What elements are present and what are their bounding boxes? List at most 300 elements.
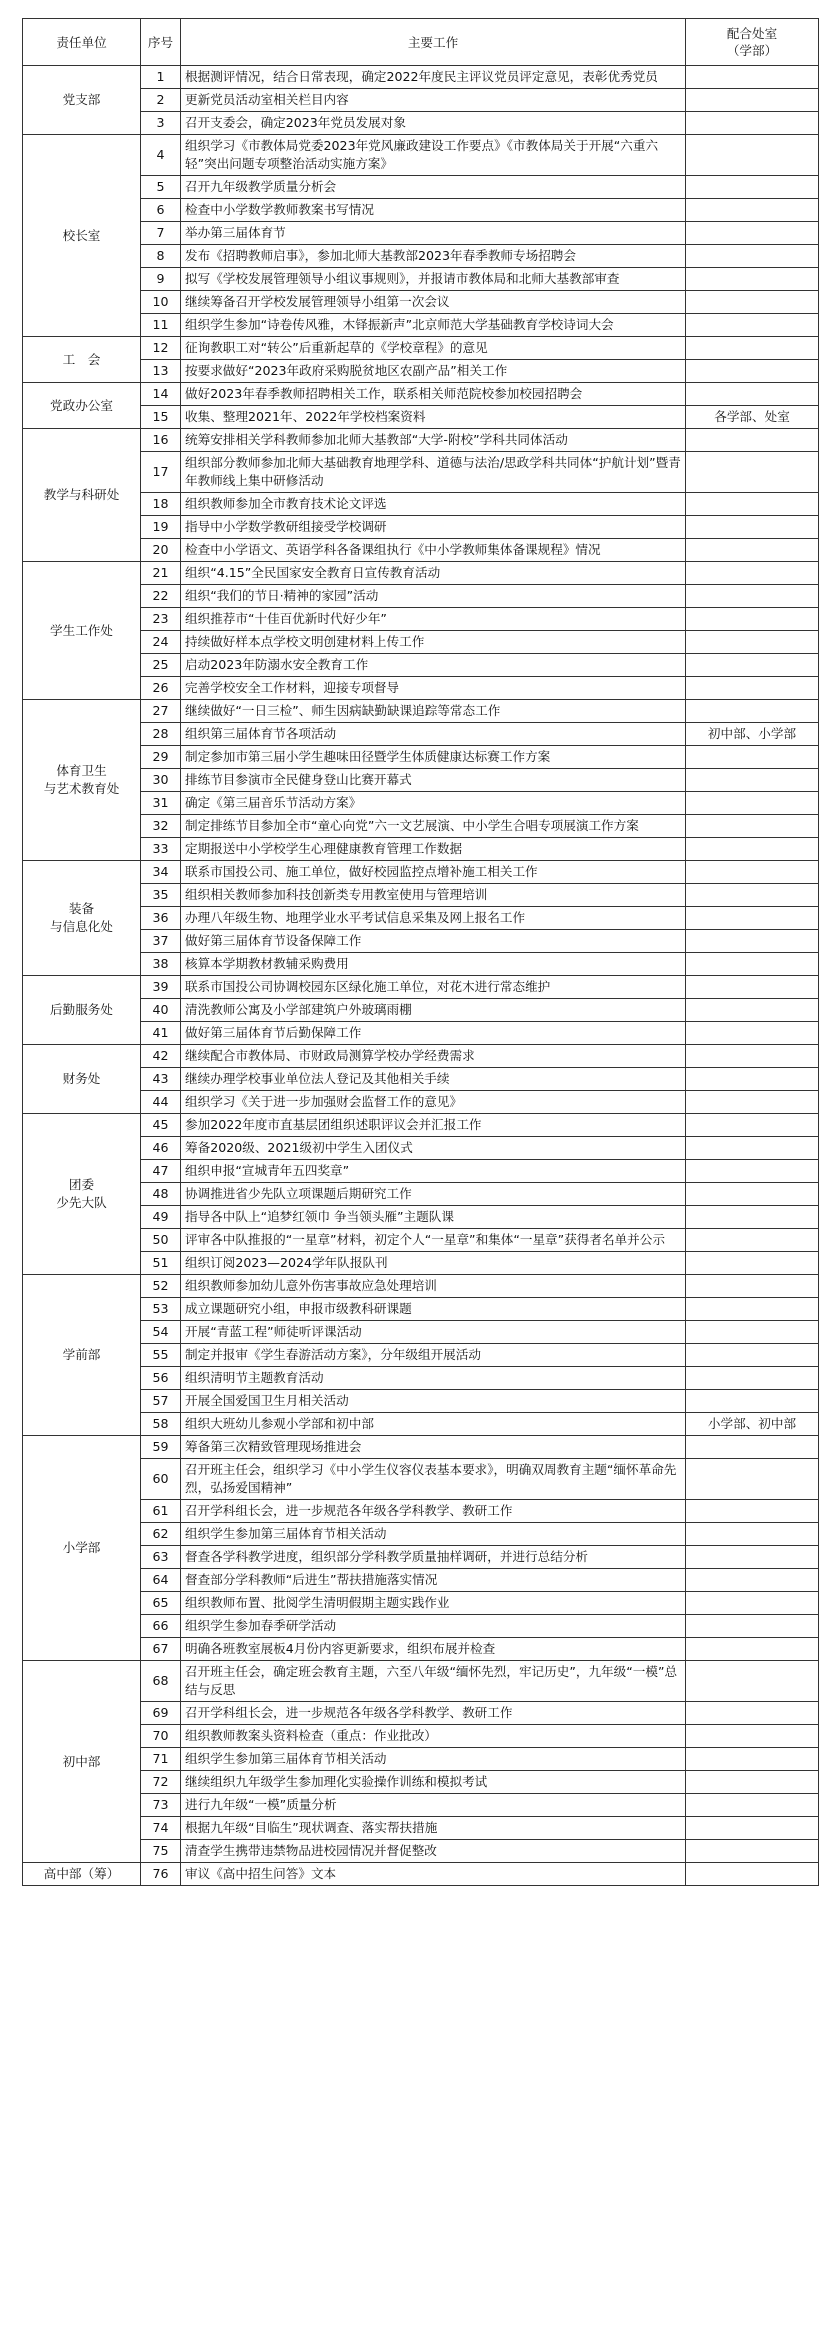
- row-number: 53: [141, 1298, 181, 1321]
- row-number: 69: [141, 1702, 181, 1725]
- row-number: 45: [141, 1114, 181, 1137]
- task-cell: 继续组织九年级学生参加理化实验操作训练和模拟考试: [181, 1771, 686, 1794]
- coop-cell: [686, 1794, 819, 1817]
- table-row: [23, 1367, 819, 1390]
- task-cell: 指导中小学数学教研组接受学校调研: [181, 516, 686, 539]
- task-cell: 做好第三届体育节后勤保障工作: [181, 1022, 686, 1045]
- coop-cell: [686, 1523, 819, 1546]
- row-number: 57: [141, 1390, 181, 1413]
- table-row: [23, 1275, 819, 1298]
- row-number: 18: [141, 493, 181, 516]
- task-cell: 清洗教师公寓及小学部建筑户外玻璃雨棚: [181, 999, 686, 1022]
- coop-cell: [686, 1045, 819, 1068]
- task-cell: 制定排练节目参加全市“童心向党”六一文艺展演、中小学生合唱专项展演工作方案: [181, 815, 686, 838]
- coop-cell: [686, 1252, 819, 1275]
- dept-cell: 初中部: [23, 1661, 141, 1863]
- task-cell: 组织申报“宣城青年五四奖章”: [181, 1160, 686, 1183]
- coop-cell: [686, 337, 819, 360]
- task-cell: 组织教师教案头资料检查（重点：作业批改）: [181, 1725, 686, 1748]
- task-cell: 开展全国爱国卫生月相关活动: [181, 1390, 686, 1413]
- table-row: [23, 222, 819, 245]
- row-number: 66: [141, 1615, 181, 1638]
- coop-cell: [686, 1546, 819, 1569]
- row-number: 58: [141, 1413, 181, 1436]
- row-number: 39: [141, 976, 181, 999]
- row-number: 1: [141, 66, 181, 89]
- task-cell: 组织教师布置、批阅学生清明假期主题实践作业: [181, 1592, 686, 1615]
- header-num: 序号: [141, 19, 181, 66]
- table-row: [23, 1748, 819, 1771]
- row-number: 32: [141, 815, 181, 838]
- table-row: [23, 1523, 819, 1546]
- row-number: 27: [141, 700, 181, 723]
- row-number: 17: [141, 452, 181, 493]
- table-row: [23, 976, 819, 999]
- task-cell: 督查部分学科教师“后进生”帮扶措施落实情况: [181, 1569, 686, 1592]
- table-row: [23, 360, 819, 383]
- task-cell: 检查中小学数学教师教案书写情况: [181, 199, 686, 222]
- task-cell: 组织订阅2023—2024学年队报队刊: [181, 1252, 686, 1275]
- row-number: 44: [141, 1091, 181, 1114]
- coop-cell: [686, 976, 819, 999]
- coop-cell: 初中部、小学部: [686, 723, 819, 746]
- coop-cell: 小学部、初中部: [686, 1413, 819, 1436]
- coop-cell: [686, 631, 819, 654]
- row-number: 54: [141, 1321, 181, 1344]
- row-number: 38: [141, 953, 181, 976]
- coop-cell: [686, 1206, 819, 1229]
- task-cell: 召开班主任会，组织学习《中小学生仪容仪表基本要求》，明确双周教育主题“缅怀革命先烈，弘扬爱国精神”: [181, 1459, 686, 1500]
- row-number: 24: [141, 631, 181, 654]
- row-number: 4: [141, 135, 181, 176]
- table-row: [23, 1114, 819, 1137]
- table-row: [23, 723, 819, 746]
- row-number: 2: [141, 89, 181, 112]
- table-row: [23, 516, 819, 539]
- table-row: [23, 406, 819, 429]
- task-cell: 检查中小学语文、英语学科各备课组执行《中小学教师集体备课规程》情况: [181, 539, 686, 562]
- table-row: [23, 1068, 819, 1091]
- row-number: 59: [141, 1436, 181, 1459]
- task-cell: 组织学生参加“诗卷传风雅，木铎振新声”北京师范大学基础教育学校诗词大会: [181, 314, 686, 337]
- task-cell: 统筹安排相关学科教师参加北师大基教部“大学-附校”学科共同体活动: [181, 429, 686, 452]
- table-row: [23, 314, 819, 337]
- task-cell: 筹备2020级、2021级初中学生入团仪式: [181, 1137, 686, 1160]
- row-number: 33: [141, 838, 181, 861]
- row-number: 12: [141, 337, 181, 360]
- coop-cell: [686, 539, 819, 562]
- row-number: 48: [141, 1183, 181, 1206]
- table-row: [23, 930, 819, 953]
- table-row: [23, 112, 819, 135]
- table-row: [23, 1137, 819, 1160]
- row-number: 14: [141, 383, 181, 406]
- table-row: [23, 245, 819, 268]
- task-cell: 核算本学期教材教辅采购费用: [181, 953, 686, 976]
- coop-cell: [686, 1160, 819, 1183]
- table-row: [23, 792, 819, 815]
- table-row: [23, 1436, 819, 1459]
- task-cell: 组织清明节主题教育活动: [181, 1367, 686, 1390]
- task-cell: 发布《招聘教师启事》，参加北师大基教部2023年春季教师专场招聘会: [181, 245, 686, 268]
- task-cell: 制定参加市第三届小学生趣味田径暨学生体质健康达标赛工作方案: [181, 746, 686, 769]
- coop-cell: [686, 1321, 819, 1344]
- coop-cell: [686, 907, 819, 930]
- coop-cell: [686, 700, 819, 723]
- task-cell: 组织学生参加第三届体育节相关活动: [181, 1748, 686, 1771]
- task-cell: 收集、整理2021年、2022年学校档案资料: [181, 406, 686, 429]
- table-row: [23, 1091, 819, 1114]
- coop-cell: 各学部、处室: [686, 406, 819, 429]
- row-number: 74: [141, 1817, 181, 1840]
- row-number: 29: [141, 746, 181, 769]
- task-cell: 继续做好“一日三检”、师生因病缺勤缺课追踪等常态工作: [181, 700, 686, 723]
- table-row: [23, 1840, 819, 1863]
- task-cell: 组织学生参加春季研学活动: [181, 1615, 686, 1638]
- row-number: 49: [141, 1206, 181, 1229]
- table-row: [23, 1500, 819, 1523]
- row-number: 31: [141, 792, 181, 815]
- coop-cell: [686, 1390, 819, 1413]
- task-cell: 召开学科组长会，进一步规范各年级各学科教学、教研工作: [181, 1500, 686, 1523]
- task-cell: 组织“我们的节日·精神的家园”活动: [181, 585, 686, 608]
- table-row: [23, 585, 819, 608]
- task-cell: 召开支委会，确定2023年党员发展对象: [181, 112, 686, 135]
- coop-cell: [686, 199, 819, 222]
- table-row: [23, 429, 819, 452]
- task-cell: 定期报送中小学校学生心理健康教育管理工作数据: [181, 838, 686, 861]
- task-cell: 指导各中队上“追梦红领巾 争当领头雁”主题队课: [181, 1206, 686, 1229]
- coop-cell: [686, 1638, 819, 1661]
- coop-cell: [686, 1183, 819, 1206]
- coop-cell: [686, 1725, 819, 1748]
- coop-cell: [686, 1817, 819, 1840]
- table-row: [23, 1183, 819, 1206]
- task-cell: 组织“4.15”全民国家安全教育日宣传教育活动: [181, 562, 686, 585]
- header-dept: 责任单位: [23, 19, 141, 66]
- row-number: 43: [141, 1068, 181, 1091]
- coop-cell: [686, 1569, 819, 1592]
- coop-cell: [686, 585, 819, 608]
- table-row: [23, 746, 819, 769]
- task-cell: 按要求做好“2023年政府采购脱贫地区农副产品”相关工作: [181, 360, 686, 383]
- row-number: 51: [141, 1252, 181, 1275]
- coop-cell: [686, 516, 819, 539]
- work-plan-table: [22, 18, 819, 1886]
- table-body: [23, 66, 819, 1886]
- task-cell: 举办第三届体育节: [181, 222, 686, 245]
- row-number: 19: [141, 516, 181, 539]
- task-cell: 拟写《学校发展管理领导小组议事规则》，并报请市教体局和北师大基教部审查: [181, 268, 686, 291]
- table-row: [23, 199, 819, 222]
- task-cell: 做好第三届体育节设备保障工作: [181, 930, 686, 953]
- coop-cell: [686, 1229, 819, 1252]
- coop-cell: [686, 1615, 819, 1638]
- coop-cell: [686, 1275, 819, 1298]
- table-row: [23, 1390, 819, 1413]
- row-number: 70: [141, 1725, 181, 1748]
- coop-cell: [686, 1068, 819, 1091]
- task-cell: 组织部分教师参加北师大基础教育地理学科、道德与法治/思政学科共同体“护航计划”暨青年教师线上集中研修活动: [181, 452, 686, 493]
- table-row: [23, 1298, 819, 1321]
- task-cell: 排练节目参演市全民健身登山比赛开幕式: [181, 769, 686, 792]
- task-cell: 制定并报审《学生春游活动方案》，分年级组开展活动: [181, 1344, 686, 1367]
- coop-cell: [686, 1748, 819, 1771]
- row-number: 42: [141, 1045, 181, 1068]
- task-cell: 组织教师参加幼儿意外伤害事故应急处理培训: [181, 1275, 686, 1298]
- task-cell: 召开九年级教学质量分析会: [181, 176, 686, 199]
- coop-cell: [686, 1702, 819, 1725]
- row-number: 26: [141, 677, 181, 700]
- coop-cell: [686, 1298, 819, 1321]
- row-number: 3: [141, 112, 181, 135]
- row-number: 28: [141, 723, 181, 746]
- dept-cell: 校长室: [23, 135, 141, 337]
- row-number: 65: [141, 1592, 181, 1615]
- row-number: 13: [141, 360, 181, 383]
- coop-cell: [686, 245, 819, 268]
- table-row: [23, 1022, 819, 1045]
- table-row: [23, 1413, 819, 1436]
- task-cell: 组织学生参加第三届体育节相关活动: [181, 1523, 686, 1546]
- coop-cell: [686, 1592, 819, 1615]
- row-number: 63: [141, 1546, 181, 1569]
- task-cell: 继续配合市教体局、市财政局测算学校办学经费需求: [181, 1045, 686, 1068]
- coop-cell: [686, 268, 819, 291]
- coop-cell: [686, 291, 819, 314]
- task-cell: 协调推进省少先队立项课题后期研究工作: [181, 1183, 686, 1206]
- table-row: [23, 1459, 819, 1500]
- coop-cell: [686, 1863, 819, 1886]
- table-row: [23, 1615, 819, 1638]
- row-number: 75: [141, 1840, 181, 1863]
- row-number: 71: [141, 1748, 181, 1771]
- row-number: 7: [141, 222, 181, 245]
- coop-cell: [686, 792, 819, 815]
- table-row: [23, 1592, 819, 1615]
- table-row: [23, 884, 819, 907]
- row-number: 25: [141, 654, 181, 677]
- coop-cell: [686, 1137, 819, 1160]
- task-cell: 更新党员活动室相关栏目内容: [181, 89, 686, 112]
- coop-cell: [686, 1840, 819, 1863]
- coop-cell: [686, 383, 819, 406]
- coop-cell: [686, 1771, 819, 1794]
- row-number: 21: [141, 562, 181, 585]
- dept-cell: 党政办公室: [23, 383, 141, 429]
- coop-cell: [686, 930, 819, 953]
- row-number: 64: [141, 1569, 181, 1592]
- dept-cell: 高中部（筹）: [23, 1863, 141, 1886]
- coop-cell: [686, 222, 819, 245]
- table-row: [23, 268, 819, 291]
- table-row: [23, 953, 819, 976]
- dept-cell: 工 会: [23, 337, 141, 383]
- coop-cell: [686, 1436, 819, 1459]
- task-cell: 组织大班幼儿参观小学部和初中部: [181, 1413, 686, 1436]
- task-cell: 组织第三届体育节各项活动: [181, 723, 686, 746]
- task-cell: 召开学科组长会，进一步规范各年级各学科教学、教研工作: [181, 1702, 686, 1725]
- coop-cell: [686, 314, 819, 337]
- row-number: 9: [141, 268, 181, 291]
- row-number: 55: [141, 1344, 181, 1367]
- row-number: 5: [141, 176, 181, 199]
- coop-cell: [686, 493, 819, 516]
- coop-cell: [686, 608, 819, 631]
- task-cell: 开展“青蓝工程”师徒听评课活动: [181, 1321, 686, 1344]
- row-number: 41: [141, 1022, 181, 1045]
- table-row: [23, 608, 819, 631]
- task-cell: 进行九年级“一模”质量分析: [181, 1794, 686, 1817]
- coop-cell: [686, 815, 819, 838]
- row-number: 73: [141, 1794, 181, 1817]
- task-cell: 根据测评情况，结合日常表现，确定2022年度民主评议党员评定意见，表彰优秀党员: [181, 66, 686, 89]
- table-row: [23, 66, 819, 89]
- task-cell: 征询教职工对“转公”后重新起草的《学校章程》的意见: [181, 337, 686, 360]
- coop-cell: [686, 1459, 819, 1500]
- coop-cell: [686, 1367, 819, 1390]
- coop-cell: [686, 838, 819, 861]
- row-number: 34: [141, 861, 181, 884]
- task-cell: 清查学生携带违禁物品进校园情况并督促整改: [181, 1840, 686, 1863]
- table-row: [23, 1794, 819, 1817]
- task-cell: 继续办理学校事业单位法人登记及其他相关手续: [181, 1068, 686, 1091]
- table-row: [23, 1569, 819, 1592]
- row-number: 67: [141, 1638, 181, 1661]
- coop-cell: [686, 861, 819, 884]
- work-plan-table-wrapper: [22, 18, 818, 1886]
- table-row: [23, 631, 819, 654]
- row-number: 11: [141, 314, 181, 337]
- task-cell: 成立课题研究小组，申报市级教科研课题: [181, 1298, 686, 1321]
- task-cell: 根据九年级“目临生”现状调查、落实帮扶措施: [181, 1817, 686, 1840]
- task-cell: 联系市国投公司协调校园东区绿化施工单位，对花木进行常态维护: [181, 976, 686, 999]
- coop-cell: [686, 953, 819, 976]
- coop-cell: [686, 769, 819, 792]
- row-number: 60: [141, 1459, 181, 1500]
- task-cell: 持续做好样本点学校文明创建材料上传工作: [181, 631, 686, 654]
- row-number: 72: [141, 1771, 181, 1794]
- task-cell: 完善学校安全工作材料，迎接专项督导: [181, 677, 686, 700]
- row-number: 16: [141, 429, 181, 452]
- table-row: [23, 539, 819, 562]
- table-row: [23, 1817, 819, 1840]
- table-row: [23, 1252, 819, 1275]
- row-number: 56: [141, 1367, 181, 1390]
- dept-cell: 学前部: [23, 1275, 141, 1436]
- coop-cell: [686, 1661, 819, 1702]
- table-row: [23, 1638, 819, 1661]
- table-row: [23, 562, 819, 585]
- task-cell: 确定《第三届音乐节活动方案》: [181, 792, 686, 815]
- row-number: 6: [141, 199, 181, 222]
- row-number: 35: [141, 884, 181, 907]
- table-row: [23, 176, 819, 199]
- task-cell: 组织学习《市教体局党委2023年党风廉政建设工作要点》《市教体局关于开展“六重六轻”突出问题专项整治活动实施方案》: [181, 135, 686, 176]
- table-row: [23, 861, 819, 884]
- row-number: 68: [141, 1661, 181, 1702]
- row-number: 62: [141, 1523, 181, 1546]
- task-cell: 办理八年级生物、地理学业水平考试信息采集及网上报名工作: [181, 907, 686, 930]
- row-number: 36: [141, 907, 181, 930]
- dept-cell: 党支部: [23, 66, 141, 135]
- table-row: [23, 1321, 819, 1344]
- header-task: 主要工作: [181, 19, 686, 66]
- row-number: 46: [141, 1137, 181, 1160]
- coop-cell: [686, 884, 819, 907]
- coop-cell: [686, 452, 819, 493]
- coop-cell: [686, 1091, 819, 1114]
- task-cell: 组织学习《关于进一步加强财会监督工作的意见》: [181, 1091, 686, 1114]
- row-number: 30: [141, 769, 181, 792]
- dept-cell: 体育卫生 与艺术教育处: [23, 700, 141, 861]
- table-row: [23, 493, 819, 516]
- row-number: 37: [141, 930, 181, 953]
- dept-cell: 装备 与信息化处: [23, 861, 141, 976]
- table-row: [23, 1546, 819, 1569]
- task-cell: 继续筹备召开学校发展管理领导小组第一次会议: [181, 291, 686, 314]
- coop-cell: [686, 176, 819, 199]
- row-number: 76: [141, 1863, 181, 1886]
- table-row: [23, 1863, 819, 1886]
- table-row: [23, 1206, 819, 1229]
- table-row: [23, 1771, 819, 1794]
- row-number: 47: [141, 1160, 181, 1183]
- table-row: [23, 700, 819, 723]
- coop-cell: [686, 1500, 819, 1523]
- task-cell: 筹备第三次精致管理现场推进会: [181, 1436, 686, 1459]
- task-cell: 启动2023年防溺水安全教育工作: [181, 654, 686, 677]
- coop-cell: [686, 1114, 819, 1137]
- dept-cell: 教学与科研处: [23, 429, 141, 562]
- row-number: 52: [141, 1275, 181, 1298]
- task-cell: 组织相关教师参加科技创新类专用教室使用与管理培训: [181, 884, 686, 907]
- task-cell: 组织推荐市“十佳百优新时代好少年”: [181, 608, 686, 631]
- table-row: [23, 1160, 819, 1183]
- table-row: [23, 677, 819, 700]
- coop-cell: [686, 89, 819, 112]
- coop-cell: [686, 654, 819, 677]
- table-row: [23, 89, 819, 112]
- coop-cell: [686, 360, 819, 383]
- table-row: [23, 654, 819, 677]
- coop-cell: [686, 1344, 819, 1367]
- task-cell: 评审各中队推报的“一星章”材料，初定个人“一星章”和集体“一星章”获得者名单并公示: [181, 1229, 686, 1252]
- row-number: 61: [141, 1500, 181, 1523]
- row-number: 22: [141, 585, 181, 608]
- table-row: [23, 769, 819, 792]
- coop-cell: [686, 112, 819, 135]
- table-row: [23, 1725, 819, 1748]
- dept-cell: 学生工作处: [23, 562, 141, 700]
- coop-cell: [686, 135, 819, 176]
- task-cell: 明确各班教室展板4月份内容更新要求，组织布展并检查: [181, 1638, 686, 1661]
- task-cell: 召开班主任会，确定班会教育主题，六至八年级“缅怀先烈，牢记历史”，九年级“一模”总结与反思: [181, 1661, 686, 1702]
- row-number: 10: [141, 291, 181, 314]
- table-row: [23, 999, 819, 1022]
- dept-cell: 后勤服务处: [23, 976, 141, 1045]
- task-cell: 联系市国投公司、施工单位，做好校园监控点增补施工相关工作: [181, 861, 686, 884]
- coop-cell: [686, 1022, 819, 1045]
- row-number: 20: [141, 539, 181, 562]
- table-row: [23, 337, 819, 360]
- row-number: 23: [141, 608, 181, 631]
- table-row: [23, 1702, 819, 1725]
- table-row: [23, 815, 819, 838]
- coop-cell: [686, 746, 819, 769]
- dept-cell: 财务处: [23, 1045, 141, 1114]
- table-row: [23, 838, 819, 861]
